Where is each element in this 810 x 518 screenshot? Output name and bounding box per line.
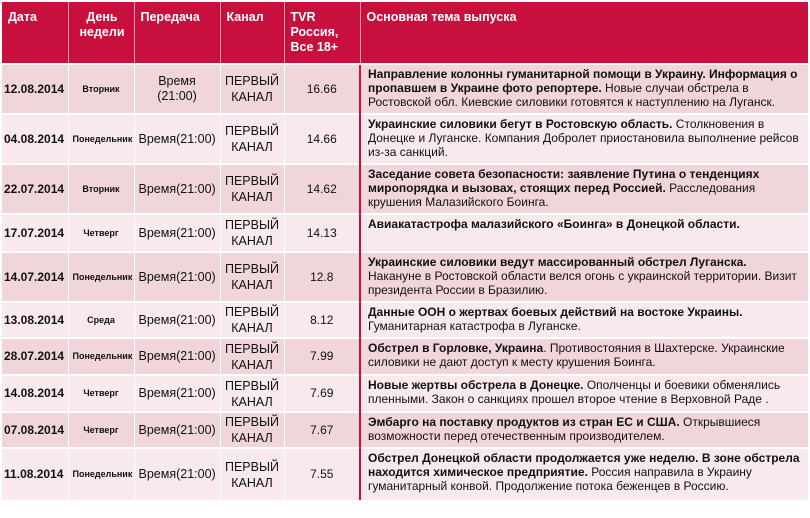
tvr-cell: 8.12: [284, 302, 360, 338]
tvr-cell: 14.13: [284, 214, 360, 252]
topic-cell: [360, 64, 808, 114]
program-cell: Время(21:00): [134, 375, 220, 412]
topic-cell: [360, 448, 808, 500]
topic-details: . Противостояния в Шахтерске. Украинские силовики не дают доступ к месту крушения Боинга.: [368, 341, 785, 369]
table-row: [2, 448, 808, 500]
topic-headline: Украинские силовики ведут массированный обстрел Луганска.: [368, 255, 747, 269]
channel-cell: ПЕРВЫЙ КАНАЛ: [220, 338, 284, 375]
day-cell: Четверг: [68, 214, 134, 252]
channel-cell: ПЕРВЫЙ КАНАЛ: [220, 214, 284, 252]
topic-cell: [360, 164, 808, 214]
topic-headline: Новые жертвы обстрела в Донецке.: [368, 378, 584, 392]
date-cell: 07.08.2014: [2, 412, 68, 448]
channel-cell: ПЕРВЫЙ КАНАЛ: [220, 375, 284, 412]
table-row: [2, 375, 808, 412]
topic-headline: Данные ООН о жертвах боевых действий на востоке Украины.: [368, 305, 743, 319]
header-row: [2, 2, 808, 64]
topic-details: Гуманитарная катастрофа в Луганске.: [368, 319, 581, 333]
tvr-cell: 12.8: [284, 252, 360, 302]
table-row: [2, 214, 808, 252]
ratings-table: [2, 2, 809, 500]
program-cell: Время(21:00): [134, 214, 220, 252]
header-day: День недели: [68, 2, 134, 64]
topic-headline: Обстрел Донецкой области продолжается уже неделю. В зоне обстрела находится химическое предприятие.: [368, 451, 800, 479]
header-date: Дата: [2, 2, 68, 64]
day-cell: Понедельник: [68, 338, 134, 375]
topic-cell: [360, 412, 808, 448]
table-row: [2, 64, 808, 114]
tvr-cell: 7.55: [284, 448, 360, 500]
channel-cell: ПЕРВЫЙ КАНАЛ: [220, 302, 284, 338]
topic-details: Россия направила в Украину гуманитарный конвой. Продолжение потока беженцев в Россию.: [368, 465, 752, 493]
header-topic: Основная тема выпуска: [360, 2, 808, 64]
table-row: [2, 302, 808, 338]
date-cell: 22.07.2014: [2, 164, 68, 214]
table-row: [2, 338, 808, 375]
date-cell: 28.07.2014: [2, 338, 68, 375]
topic-cell: [360, 114, 808, 164]
date-cell: 04.08.2014: [2, 114, 68, 164]
topic-details: Ополченцы и боевики обменялись пленными. Закон о санкциях прошел второе чтение в Верховной Раде .: [368, 378, 781, 406]
topic-headline: Направление колонны гуманитарной помощи в Украину. Информация о пропавшем в Украине фото репортере.: [368, 67, 798, 95]
topic-details: Столкновения в Донецке и Луганске. Компания Добролет приостановила выполнение рейсов из-за санкций.: [368, 117, 799, 159]
tvr-cell: 16.66: [284, 64, 360, 114]
date-cell: 12.08.2014: [2, 64, 68, 114]
topic-cell: [360, 252, 808, 302]
date-cell: 14.07.2014: [2, 252, 68, 302]
table-row: [2, 252, 808, 302]
tvr-cell: 7.67: [284, 412, 360, 448]
day-cell: Вторник: [68, 164, 134, 214]
day-cell: Понедельник: [68, 114, 134, 164]
date-cell: 14.08.2014: [2, 375, 68, 412]
program-cell: Время (21:00): [134, 64, 220, 114]
tvr-cell: 14.66: [284, 114, 360, 164]
table-row: [2, 412, 808, 448]
date-cell: 11.08.2014: [2, 448, 68, 500]
topic-headline: Украинские силовики бегут в Ростовскую область.: [368, 117, 673, 131]
header-program: Передача: [134, 2, 220, 64]
channel-cell: ПЕРВЫЙ КАНАЛ: [220, 64, 284, 114]
program-cell: Время(21:00): [134, 302, 220, 338]
topic-headline: Эмбарго на поставку продуктов из стран ЕС и США.: [368, 415, 680, 429]
day-cell: Четверг: [68, 412, 134, 448]
topic-headline: Обстрел в Горловке, Украина: [368, 341, 544, 355]
topic-cell: [360, 338, 808, 375]
topic-details: Новые случаи обстрела в Ростовской обл. Киевские силовики готовятся к наступлению на Луганск.: [368, 81, 776, 109]
day-cell: Четверг: [68, 375, 134, 412]
header-tvr: TVR Россия, Все 18+: [284, 2, 360, 64]
topic-cell: [360, 375, 808, 412]
day-cell: Понедельник: [68, 448, 134, 500]
header-channel: Канал: [220, 2, 284, 64]
table-row: [2, 114, 808, 164]
program-cell: Время(21:00): [134, 114, 220, 164]
channel-cell: ПЕРВЫЙ КАНАЛ: [220, 412, 284, 448]
channel-cell: ПЕРВЫЙ КАНАЛ: [220, 164, 284, 214]
topic-details: Расследования крушения Малазийского Боинга.: [368, 181, 756, 209]
topic-details: Накануне в Ростовской области велся огонь с украинской территории. Визит президента России в Бразилию.: [368, 269, 797, 297]
tvr-cell: 7.69: [284, 375, 360, 412]
tvr-cell: 7.99: [284, 338, 360, 375]
day-cell: Среда: [68, 302, 134, 338]
topic-cell: [360, 214, 808, 252]
program-cell: Время(21:00): [134, 412, 220, 448]
channel-cell: ПЕРВЫЙ КАНАЛ: [220, 252, 284, 302]
topic-headline: Заседание совета безопасности: заявление Путина о тенденциях миропорядка и вызовах, стоящих перед Россией.: [368, 167, 760, 195]
program-cell: Время(21:00): [134, 448, 220, 500]
topic-headline: Авиакатастрофа малазийского «Боинга» в Донецкой области.: [368, 217, 740, 231]
topic-cell: [360, 302, 808, 338]
table-row: [2, 164, 808, 214]
program-cell: Время(21:00): [134, 252, 220, 302]
program-cell: Время(21:00): [134, 164, 220, 214]
tvr-cell: 14.62: [284, 164, 360, 214]
date-cell: 13.08.2014: [2, 302, 68, 338]
topic-details: Открывшиеся возможности перед отечественным производителем.: [368, 415, 761, 443]
program-cell: Время(21:00): [134, 338, 220, 375]
day-cell: Понедельник: [68, 252, 134, 302]
date-cell: 17.07.2014: [2, 214, 68, 252]
channel-cell: ПЕРВЫЙ КАНАЛ: [220, 114, 284, 164]
day-cell: Вторник: [68, 64, 134, 114]
channel-cell: ПЕРВЫЙ КАНАЛ: [220, 448, 284, 500]
